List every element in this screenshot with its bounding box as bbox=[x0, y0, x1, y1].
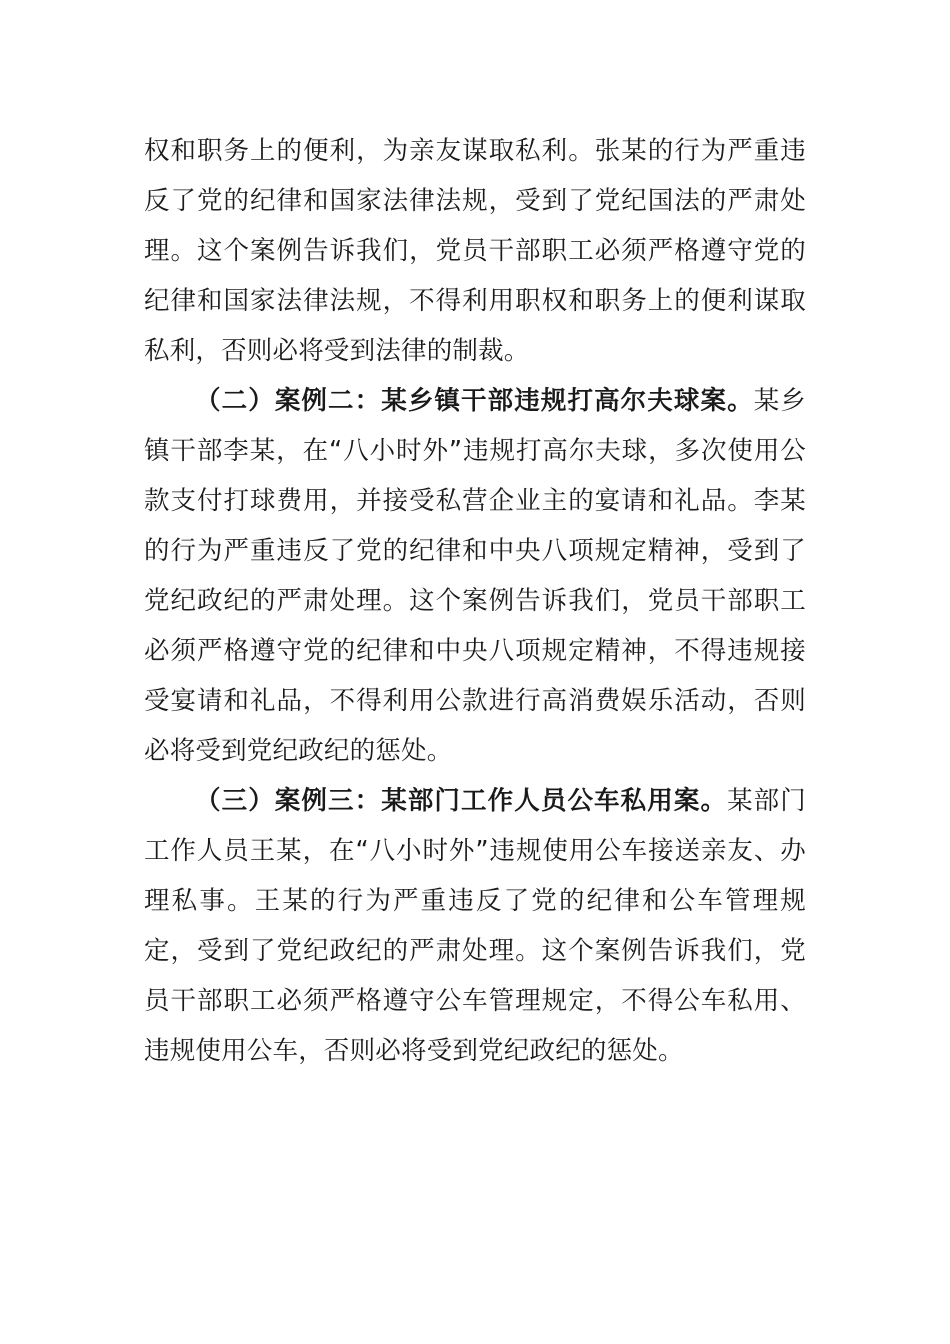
paragraph-case-two bbox=[144, 376, 806, 776]
paragraph-case-one-continued bbox=[144, 126, 806, 376]
paragraph-text: 权和职务上的便利，为亲友谋取私利。张某的行为严重违反了党的纪律和国家法律法规，受到了党纪国法的严肃处理。这个案例告诉我们，党员干部职工必须严格遵守党的纪律和国家法律法规，不得利用职权和职务上的便利谋取私利，否则必将受到法律的制裁。 bbox=[144, 136, 806, 366]
paragraph-case-three bbox=[144, 776, 806, 1076]
paragraph-text: 某乡镇干部李某，在“八小时外”违规打高尔夫球，多次使用公款支付打球费用，并接受私营企业主的宴请和礼品。李某的行为严重违反了党的纪律和中央八项规定精神，受到了党纪政纪的严肃处理。这个案例告诉我们，党员干部职工必须严格遵守党的纪律和中央八项规定精神，不得违规接受宴请和礼品，不得利用公款进行高消费娱乐活动，否则必将受到党纪政纪的惩处。 bbox=[144, 386, 807, 766]
document-page bbox=[144, 126, 806, 1076]
case-three-heading: （三）案例三：某部门工作人员公车私用案。 bbox=[195, 786, 728, 816]
case-two-heading: （二）案例二：某乡镇干部违规打高尔夫球案。 bbox=[195, 386, 754, 416]
paragraph-text: 某部门工作人员王某，在“八小时外”违规使用公车接送亲友、办理私事。王某的行为严重违反了党的纪律和公车管理规定，受到了党纪政纪的严肃处理。这个案例告诉我们，党员干部职工必须严格遵守公车管理规定，不得公车私用、违规使用公车，否则必将受到党纪政纪的惩处。 bbox=[144, 786, 806, 1066]
